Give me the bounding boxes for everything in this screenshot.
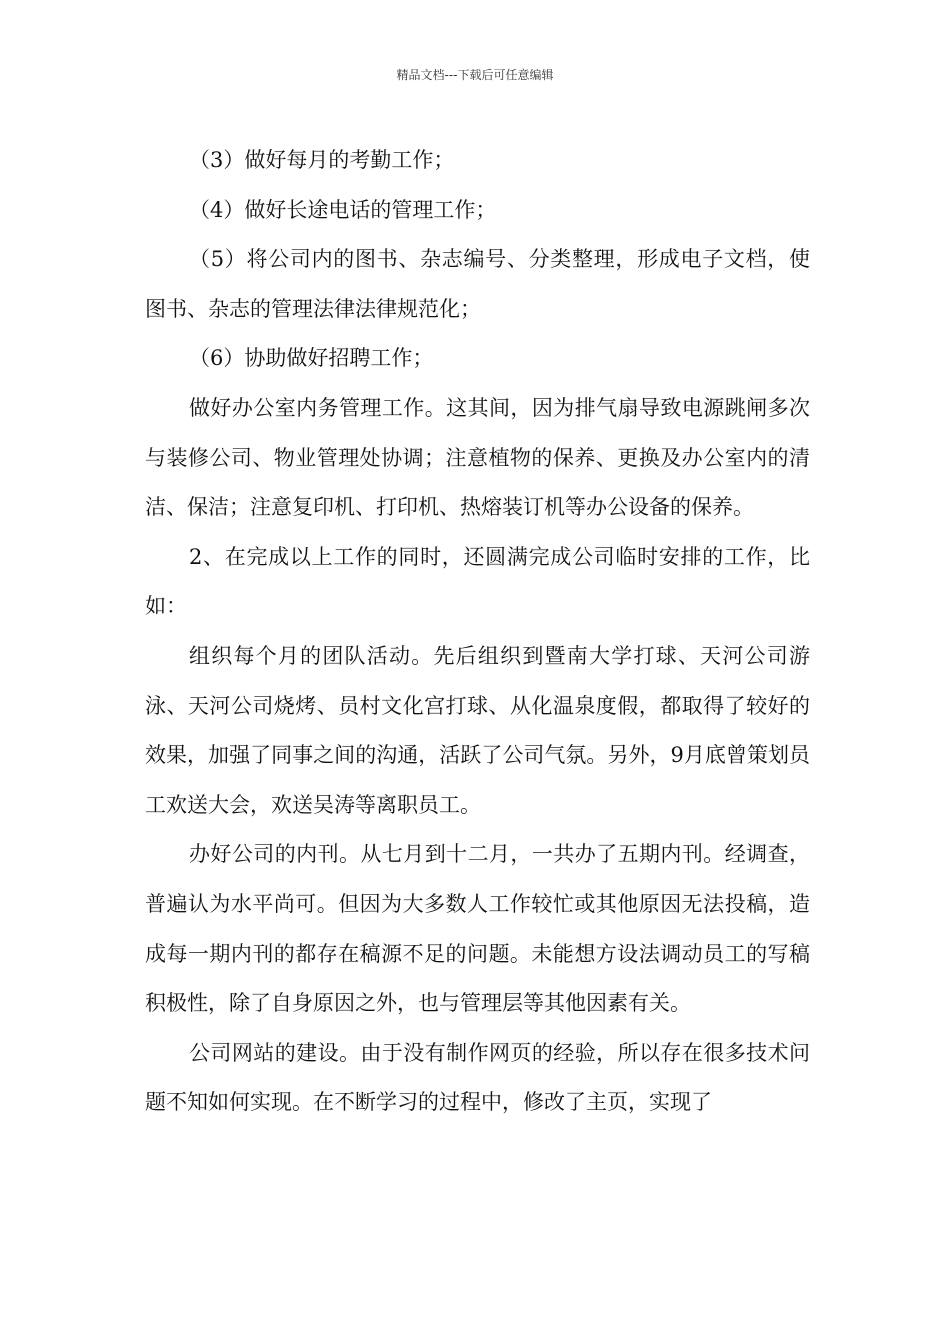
paragraph: （6）协助做好招聘工作；: [189, 346, 434, 371]
document-body: [145, 136, 810, 1128]
paragraph: （5）将公司内的图书、杂志编号、分类整理，形成电子文档，使图书、杂志的管理法律法律规范化；: [145, 247, 810, 321]
paragraph: 2、在完成以上工作的同时，还圆满完成公司临时安排的工作，比如：: [145, 544, 810, 619]
paragraph: 组织每个月的团队活动。先后组织到暨南大学打球、天河公司游泳、天河公司烧烤、员村文化宫打球、从化温泉度假，都取得了较好的效果，加强了同事之间的沟通，活跃了公司气氛。另外，9月底曾策划员工欢送大会，欢送吴涛等离职员工。: [145, 643, 810, 817]
paragraph: 公司网站的建设。由于没有制作网页的经验，所以存在很多技术问题不知如何实现。在不断学习的过程中，修改了主页，实现了: [145, 1040, 810, 1115]
paragraph: 办好公司的内刊。从七月到十二月，一共办了五期内刊。经调查，普遍认为水平尚可。但因为大多数人工作较忙或其他原因无法投稿，造成每一期内刊的都存在稿源不足的问题。未能想方设法调动员工的写稿积极性，除了自身原因之外，也与管理层等其他因素有关。: [145, 842, 810, 1016]
paragraph: （4）做好长途电话的管理工作；: [189, 197, 497, 222]
paragraph: 做好办公室内务管理工作。这其间，因为排气扇导致电源跳闸多次与装修公司、物业管理处协调；注意植物的保养、更换及办公室内的清洁、保洁；注意复印机、打印机、热熔装订机等办公设备的保养。: [145, 395, 810, 520]
paragraph: （3）做好每月的考勤工作；: [189, 148, 455, 172]
page-header: 精品文档---下载后可任意编辑: [396, 68, 554, 82]
